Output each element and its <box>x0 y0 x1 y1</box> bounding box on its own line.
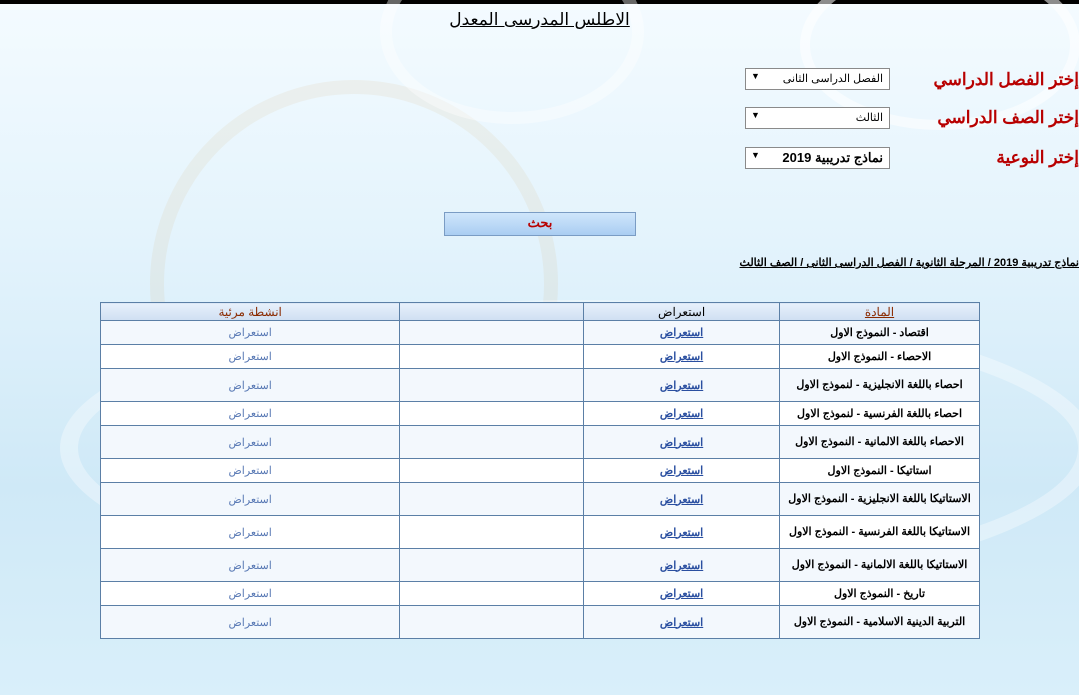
empty-cell <box>400 582 584 606</box>
review-link[interactable]: استعراض <box>659 526 704 539</box>
review-link[interactable]: استعراض <box>659 493 704 506</box>
activity-link[interactable]: استعراض <box>228 351 272 363</box>
grade-select[interactable] <box>745 107 890 129</box>
review-link[interactable]: استعراض <box>659 379 704 392</box>
table-row <box>101 582 980 606</box>
type-label: إختر النوعية <box>996 148 1079 167</box>
grade-select-value: الثالث <box>855 112 883 124</box>
review-link[interactable]: استعراض <box>659 351 704 363</box>
table-row <box>101 345 980 369</box>
subject-cell: احصاء باللغة الفرنسية - لنموذج الاول <box>780 402 980 426</box>
table-row <box>101 606 980 639</box>
subject-cell: الاستاتيكا باللغة الانجليزية - النموذج الاول <box>780 483 980 516</box>
activity-cell <box>101 516 400 549</box>
subject-cell: الاستاتيكا باللغة الالمانية - النموذج الاول <box>780 549 980 582</box>
type-select-value: نماذج تدريبية 2019 <box>782 150 883 165</box>
table-row <box>101 549 980 582</box>
empty-cell <box>400 426 584 459</box>
semester-label: إختر الفصل الدراسي <box>933 70 1079 89</box>
activity-cell <box>101 459 400 483</box>
chevron-down-icon: ▼ <box>751 71 760 81</box>
breadcrumb[interactable]: نماذج تدريبية 2019 / المرحلة الثانوية / الفصل الدراسى الثانى / الصف الثالث <box>739 257 1079 269</box>
empty-cell <box>400 549 584 582</box>
results-table <box>100 302 980 639</box>
activity-link[interactable]: استعراض <box>228 616 272 629</box>
empty-cell <box>400 402 584 426</box>
empty-cell <box>400 516 584 549</box>
review-link[interactable]: استعراض <box>659 408 704 420</box>
activity-cell <box>101 369 400 402</box>
type-select[interactable] <box>745 147 890 169</box>
empty-cell <box>400 369 584 402</box>
review-cell <box>584 483 780 516</box>
review-cell <box>584 402 780 426</box>
review-cell <box>584 321 780 345</box>
table-header-row <box>101 303 980 321</box>
subject-cell: احصاء باللغة الانجليزية - لنموذج الاول <box>780 369 980 402</box>
review-cell <box>584 516 780 549</box>
activity-link[interactable]: استعراض <box>228 559 272 572</box>
activity-cell <box>101 345 400 369</box>
subject-cell: الاحصاء باللغة الالمانية - النموذج الاول <box>780 426 980 459</box>
column-header-empty <box>400 303 584 321</box>
review-cell <box>584 426 780 459</box>
activity-cell <box>101 483 400 516</box>
table-row <box>101 426 980 459</box>
table-row <box>101 459 980 483</box>
grade-label: إختر الصف الدراسي <box>937 108 1079 127</box>
activity-cell <box>101 549 400 582</box>
chevron-down-icon: ▼ <box>751 150 760 160</box>
column-header-activities: انشطة مرئية <box>101 303 400 321</box>
activity-cell <box>101 606 400 639</box>
subject-cell: اقتصاد - النموذج الاول <box>780 321 980 345</box>
column-header-review: استعراض <box>584 303 780 321</box>
activity-link[interactable]: استعراض <box>228 588 272 600</box>
empty-cell <box>400 606 584 639</box>
activity-link[interactable]: استعراض <box>228 327 272 339</box>
activity-cell <box>101 402 400 426</box>
empty-cell <box>400 345 584 369</box>
table-row <box>101 321 980 345</box>
empty-cell <box>400 321 584 345</box>
activity-link[interactable]: استعراض <box>228 408 272 420</box>
chevron-down-icon: ▼ <box>751 110 760 120</box>
activity-link[interactable]: استعراض <box>228 379 272 392</box>
page-title-text: الاطلس المدرسى المعدل <box>449 10 630 30</box>
activity-cell <box>101 426 400 459</box>
activity-link[interactable]: استعراض <box>228 526 272 539</box>
review-link[interactable]: استعراض <box>659 436 704 449</box>
review-cell <box>584 345 780 369</box>
review-link[interactable]: استعراض <box>659 327 704 339</box>
table-row <box>101 402 980 426</box>
subject-cell: تاريخ - النموذج الاول <box>780 582 980 606</box>
table-row <box>101 516 980 549</box>
activity-link[interactable]: استعراض <box>228 493 272 506</box>
review-cell <box>584 549 780 582</box>
search-button[interactable]: بحث <box>444 212 636 236</box>
review-cell <box>584 582 780 606</box>
activity-cell <box>101 321 400 345</box>
semester-select-value: الفصل الدراسى الثانى <box>782 73 883 85</box>
page-title <box>0 10 1079 30</box>
review-cell <box>584 459 780 483</box>
review-link[interactable]: استعراض <box>659 465 704 477</box>
review-link[interactable]: استعراض <box>659 616 704 629</box>
column-header-subject[interactable]: المادة <box>780 303 980 321</box>
subject-cell: استاتيكا - النموذج الاول <box>780 459 980 483</box>
table-row <box>101 369 980 402</box>
subject-cell: الاحصاء - النموذج الاول <box>780 345 980 369</box>
subject-cell: التربية الدينية الاسلامية - النموذج الاول <box>780 606 980 639</box>
review-cell <box>584 606 780 639</box>
table-row <box>101 483 980 516</box>
activity-cell <box>101 582 400 606</box>
subject-cell: الاستاتيكا باللغة الفرنسية - النموذج الاول <box>780 516 980 549</box>
empty-cell <box>400 483 584 516</box>
empty-cell <box>400 459 584 483</box>
activity-link[interactable]: استعراض <box>228 465 272 477</box>
semester-select[interactable] <box>745 68 890 90</box>
activity-link[interactable]: استعراض <box>228 436 272 449</box>
review-link[interactable]: استعراض <box>659 559 704 572</box>
review-cell <box>584 369 780 402</box>
review-link[interactable]: استعراض <box>659 588 704 600</box>
